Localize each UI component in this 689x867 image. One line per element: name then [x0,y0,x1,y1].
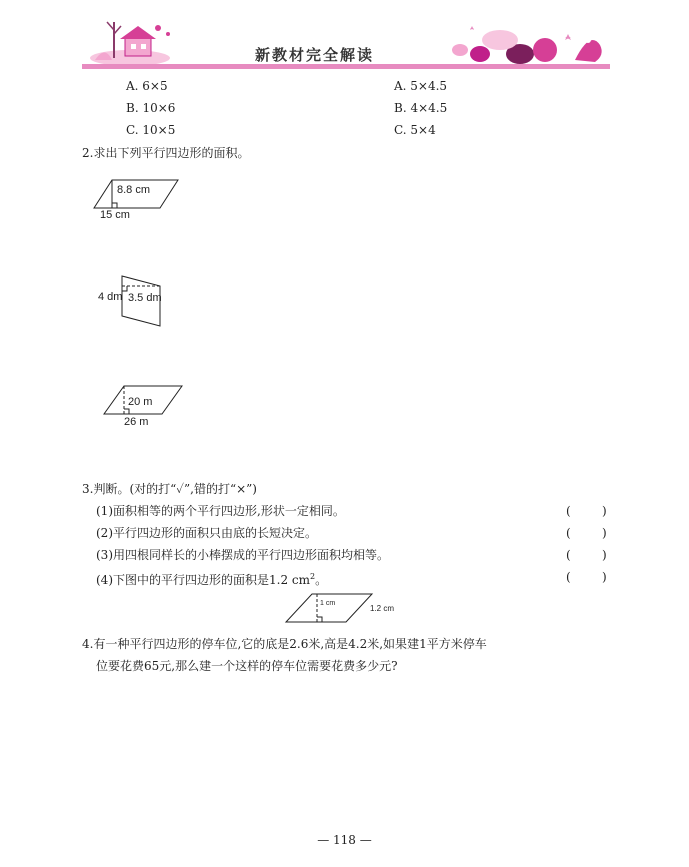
paren-left: ( [566,504,571,518]
choice-a-left: A. 6×5 [126,79,168,93]
paren-right: ) [602,548,607,562]
fig2-height-label: 3.5 dm [128,292,162,304]
fig1-base-label: 15 cm [100,209,130,221]
paren-left: ( [566,526,571,540]
paren-right: ) [602,504,607,518]
choice-c-left: C. 10×5 [126,123,176,137]
choice-b-right: B. 4×4.5 [394,101,448,115]
q3-item-4-end: 。 [315,573,328,587]
choice-b-left: B. 10×6 [126,101,176,115]
header [0,0,689,75]
header-bar [82,64,610,69]
q2-title: 2.求出下列平行四边形的面积。 [82,146,250,160]
fig2-side-label: 4 dm [98,291,123,303]
q3-item-2: (2)平行四边形的面积只由底的长短决定。 [96,526,317,540]
q4-line-2: 位要花费65元,那么建一个这样的停车位需要花费多少元? [96,659,398,673]
q3-fig-side-label: 1.2 cm [370,604,395,613]
q2-figure-3 [104,384,204,424]
q4-line-1: 4.有一种平行四边形的停车位,它的底是2.6米,高是4.2米,如果建1平方米停车 [82,637,487,651]
fig1-height-label: 8.8 cm [117,184,151,196]
q3-item-3: (3)用四根同样长的小棒摆成的平行四边形面积均相等。 [96,548,390,562]
q3-item-4-sup: 2 [310,572,316,581]
paren-left: ( [566,570,571,584]
q3-item-4-text: (4)下图中的平行四边形的面积是1.2 cm [96,573,310,587]
choice-a-right: A. 5×4.5 [394,79,448,93]
header-title: 新教材完全解读 [255,46,375,64]
q3-fig-height-label: 1 cm [320,600,336,607]
paren-right: ) [602,526,607,540]
q3-title: 3.判断。(对的打“✓”,错的打“×”) [82,482,257,496]
paren-right: ) [602,570,607,584]
fig3-height-label: 20 m [128,396,153,408]
paren-left: ( [566,548,571,562]
q3-item-4 [96,569,327,588]
q3-figure [286,592,376,628]
choice-c-right: C. 5×4 [394,123,436,137]
q3-item-1: (1)面积相等的两个平行四边形,形状一定相同。 [96,504,345,518]
fig3-base-label: 26 m [124,416,149,428]
page-number: — 118 — [317,833,372,847]
